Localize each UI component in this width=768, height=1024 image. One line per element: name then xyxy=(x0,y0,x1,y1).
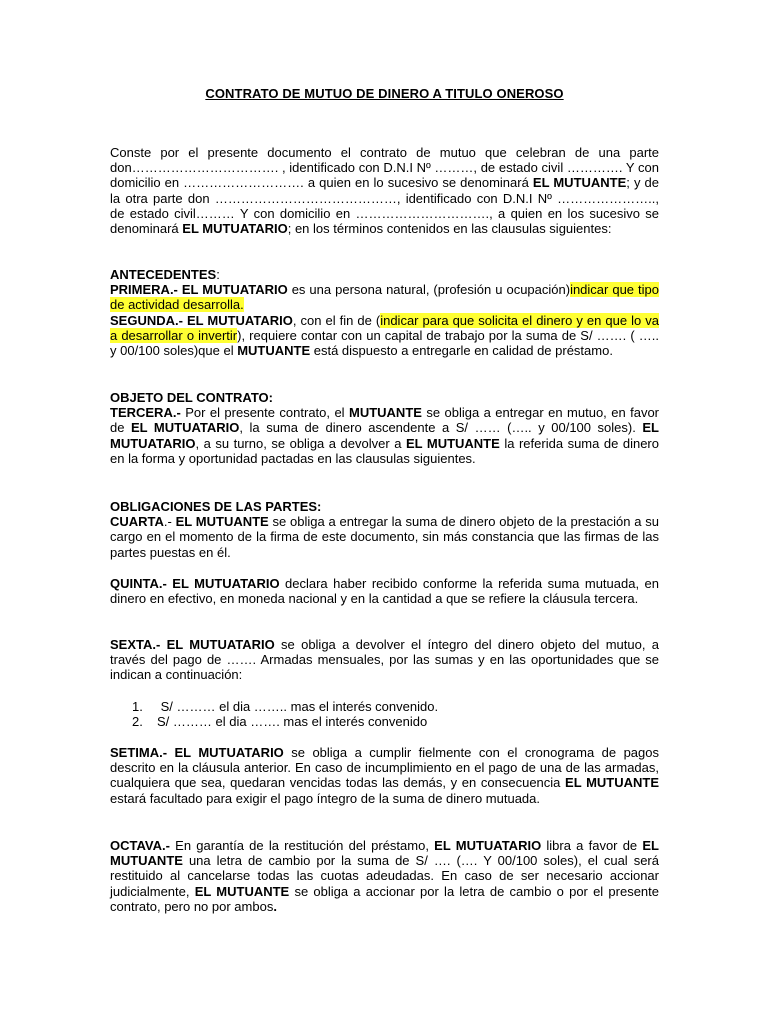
clause-tercera-mutuante-1: MUTUANTE xyxy=(349,405,422,421)
clause-setima-text-1: se obliga a cumplir fielmente con el cronograma de pagos descrito en la cláusula anterior. En caso de incumplimiento en el pago de una de las armadas, cualquiera que sea, quedaran vencidas todas las demás, y en consecuencia xyxy=(110,745,659,791)
clause-tercera-mutuatario-2: EL MUTUATARIO xyxy=(110,420,660,451)
clause-octava-mutuante-1: EL MUTUANTE xyxy=(110,838,659,869)
clause-quinta-text: declara haber recibido conforme la referida suma mutuada, en dinero en efectivo, en moneda nacional y en la cantidad a que se refiere la cláusula tercera. xyxy=(110,576,659,607)
clause-setima-mutuante: EL MUTUANTE xyxy=(565,775,659,791)
clause-quinta xyxy=(110,576,659,606)
clause-tercera-text-1: Por el presente contrato, el xyxy=(180,405,349,421)
list-item xyxy=(132,714,632,729)
clause-octava-mutuante-2: EL MUTUANTE xyxy=(194,883,290,899)
list-item-text: S/ ……… el dia …….. mas el interés convenido. xyxy=(157,699,439,714)
clause-octava-end: . xyxy=(273,898,277,914)
clause-segunda-text-1: , con el fin de ( xyxy=(292,312,381,328)
intro-text-2: ; y de la otra parte don ……………………………………, identificado con D.N.I Nº ………………….., de estado civil……… Y con domicilio en …………………………., a quien en los sucesivo se denominará xyxy=(110,175,660,237)
clause-tercera-text-5: la referida suma de dinero en la forma y oportunidad pactadas en las clausulas siguientes. xyxy=(110,435,659,466)
clause-cuarta-text: se obliga a entregar la suma de dinero objeto de la prestación a su cargo en el momento de la firma de este documento, sin más constancia que las firmas de las partes puestas en él. xyxy=(110,514,659,560)
objeto-heading: OBJETO DEL CONTRATO: xyxy=(110,390,273,405)
clause-segunda-text-3: está dispuesto a entregarle en calidad de préstamo. xyxy=(310,343,613,359)
clause-setima-text-2: estará facultado para exigir el pago íntegro de la suma de dinero mutuada. xyxy=(110,790,540,806)
intro-paragraph xyxy=(110,145,659,236)
clause-tercera-text-2: se obliga a entregar en mutuo, en favor de xyxy=(110,405,659,436)
list-item-number: 1. xyxy=(132,699,143,714)
clause-cuarta-dash: .- xyxy=(163,514,176,530)
list-item xyxy=(132,699,632,714)
clause-setima-label: SETIMA.- EL MUTUATARIO xyxy=(110,745,284,760)
clause-octava-text-3: una letra de cambio por la suma de S/ …. (…. Y 00/100 soles), el cual será restituido al cancelarse todas las cuotas adeudadas. En caso de ser necesario accionar judicialmente, xyxy=(110,853,659,899)
clause-primera-highlight: indicar que tipo de actividad desarrolla. xyxy=(110,282,659,313)
party-mutuatario: EL MUTUATARIO xyxy=(182,221,288,237)
antecedentes-colon: : xyxy=(216,267,220,282)
clause-tercera-label: TERCERA.- xyxy=(110,405,181,421)
clause-segunda-label: SEGUNDA.- EL MUTUATARIO xyxy=(110,312,293,328)
clause-octava-label: OCTAVA.- xyxy=(110,838,170,853)
obligaciones-section xyxy=(110,499,659,560)
clause-segunda-text-2: ), requiere contar con un capital de trabajo por la suma de S/ ……. ( ….. y 00/100 soles)que el xyxy=(110,327,659,359)
clause-sexta xyxy=(110,637,659,683)
clause-segunda-highlight: indicar para que solicita el dinero y en que lo va a desarrollar o invertir xyxy=(110,312,659,343)
clause-octava-text-2: libra a favor de xyxy=(541,838,643,853)
clause-sexta-text: se obliga a devolver el íntegro del dinero objeto del mutuo, a través del pago de ……. Armadas mensuales, por las sumas y en las oportunidades que se indican a continuación: xyxy=(110,637,659,683)
clause-cuarta-mutuante: EL MUTUANTE xyxy=(175,514,269,530)
antecedentes-section xyxy=(110,267,659,358)
payment-list xyxy=(132,699,632,730)
list-item-text: S/ ……… el dia ……. mas el interés convenido xyxy=(157,714,428,730)
clause-sexta-label: SEXTA.- EL MUTUATARIO xyxy=(110,637,275,652)
clause-primera-text: es una persona natural, (profesión u ocupación) xyxy=(287,282,571,298)
clause-tercera-text-3: , la suma de dinero ascendente a S/ …… (….. y 00/100 soles). xyxy=(239,420,643,436)
antecedentes-heading: ANTECEDENTES xyxy=(110,267,217,282)
clause-primera-label: PRIMERA.- EL MUTUATARIO xyxy=(110,282,288,298)
document-title: CONTRATO DE MUTUO DE DINERO A TITULO ONEROSO xyxy=(205,86,564,101)
clause-octava-text-4: se obliga a accionar por la letra de cambio o por el presente contrato, pero no por ambos xyxy=(110,883,659,914)
clause-segunda-mutuante: MUTUANTE xyxy=(237,343,311,359)
clause-setima xyxy=(110,745,659,806)
clause-octava xyxy=(110,838,659,914)
clause-tercera-text-4: , a su turno, se obliga a devolver a xyxy=(195,435,406,451)
clause-octava-text-1: En garantía de la restitución del préstamo, xyxy=(169,838,435,853)
clause-quinta-label: QUINTA.- EL MUTUATARIO xyxy=(110,576,280,591)
party-mutuante: EL MUTUANTE xyxy=(532,175,627,191)
intro-text-3: ; en los términos contenidos en las clausulas siguientes: xyxy=(287,221,612,237)
clause-tercera-mutuatario-1: EL MUTUATARIO xyxy=(131,420,240,436)
obligaciones-heading: OBLIGACIONES DE LAS PARTES: xyxy=(110,499,322,514)
clause-cuarta-label: CUARTA xyxy=(110,514,164,530)
objeto-section xyxy=(110,390,659,466)
intro-text-1: Conste por el presente documento el contrato de mutuo que celebran de una parte don……………………………. , identificado con D.N.I Nº ………, de estado civil …………. Y con domicilio en ………………………. a quien en lo sucesivo se denominará xyxy=(110,145,659,191)
clause-tercera-mutuante-2: EL MUTUANTE xyxy=(405,435,500,451)
clause-octava-mutuatario: EL MUTUATARIO xyxy=(434,838,542,853)
list-item-number: 2. xyxy=(132,714,143,730)
